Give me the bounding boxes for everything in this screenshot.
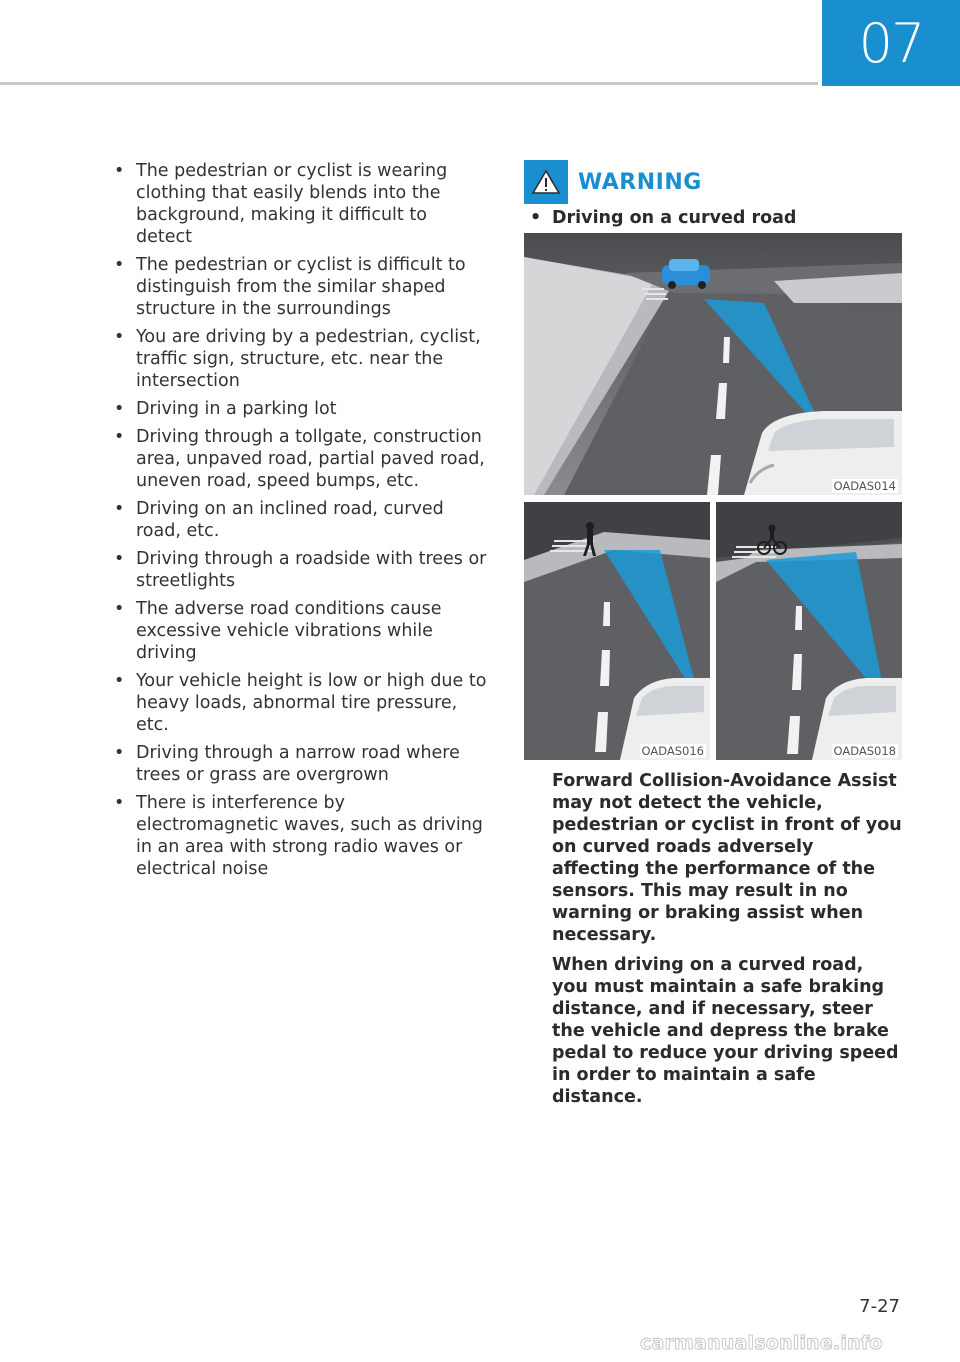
figure-curved-road-vehicle (524, 233, 902, 495)
figure-caption: OADAS018 (833, 744, 896, 758)
figure-caption: OADAS016 (641, 744, 704, 758)
warning-section (524, 160, 904, 1107)
figure-cyclist (716, 502, 902, 760)
warning-bullet: • Driving on a curved road (524, 206, 904, 230)
list-item: • The pedestrian or cyclist is difficult to distinguish from the similar shaped structure in the surroundings (108, 254, 488, 320)
list-item: • The pedestrian or cyclist is wearing clothing that easily blends into the background, making it difficult to detect (108, 160, 488, 248)
page-number: 7-27 (859, 1296, 900, 1317)
condition-list (108, 160, 488, 880)
list-item: • Driving in a parking lot (108, 398, 488, 420)
watermark-logo: carmanualsonline.info (640, 1332, 883, 1354)
left-column (108, 160, 488, 886)
list-item: • The adverse road conditions cause excessive vehicle vibrations while driving (108, 598, 488, 664)
warning-title: WARNING (578, 169, 702, 195)
figure-pedestrian (524, 502, 710, 760)
warning-paragraph: Forward Collision-Avoidance Assist may not detect the vehicle, pedestrian or cyclist in front of you on curved roads adversely affecting the performance of the sensors. This may result in no warning or braking assist when necessary. (552, 771, 902, 945)
list-item: • Your vehicle height is low or high due to heavy loads, abnormal tire pressure, etc. (108, 670, 488, 736)
warning-paragraph: When driving on a curved road, you must maintain a safe braking distance, and if necessary, steer the vehicle and depress the brake pedal to reduce your driving speed in order to maintain a safe distance. (552, 955, 899, 1107)
warning-body (552, 770, 904, 1116)
list-item: • You are driving by a pedestrian, cyclist, traffic sign, structure, etc. near the intersection (108, 326, 488, 392)
list-item: • Driving through a narrow road where trees or grass are overgrown (108, 742, 488, 786)
list-item: • There is interference by electromagnetic waves, such as driving in an area with strong radio waves or electrical noise (108, 792, 488, 880)
figure-caption: OADAS014 (833, 479, 896, 493)
list-item: • Driving through a roadside with trees or streetlights (108, 548, 488, 592)
warning-header (524, 160, 904, 204)
figure-row (524, 502, 902, 760)
header-rule (0, 82, 818, 85)
chapter-tab: 07 (822, 0, 960, 86)
list-item: • Driving through a tollgate, construction area, unpaved road, partial paved road, uneven road, speed bumps, etc. (108, 426, 488, 492)
warning-icon (524, 160, 568, 204)
list-item: • Driving on an inclined road, curved road, etc. (108, 498, 488, 542)
